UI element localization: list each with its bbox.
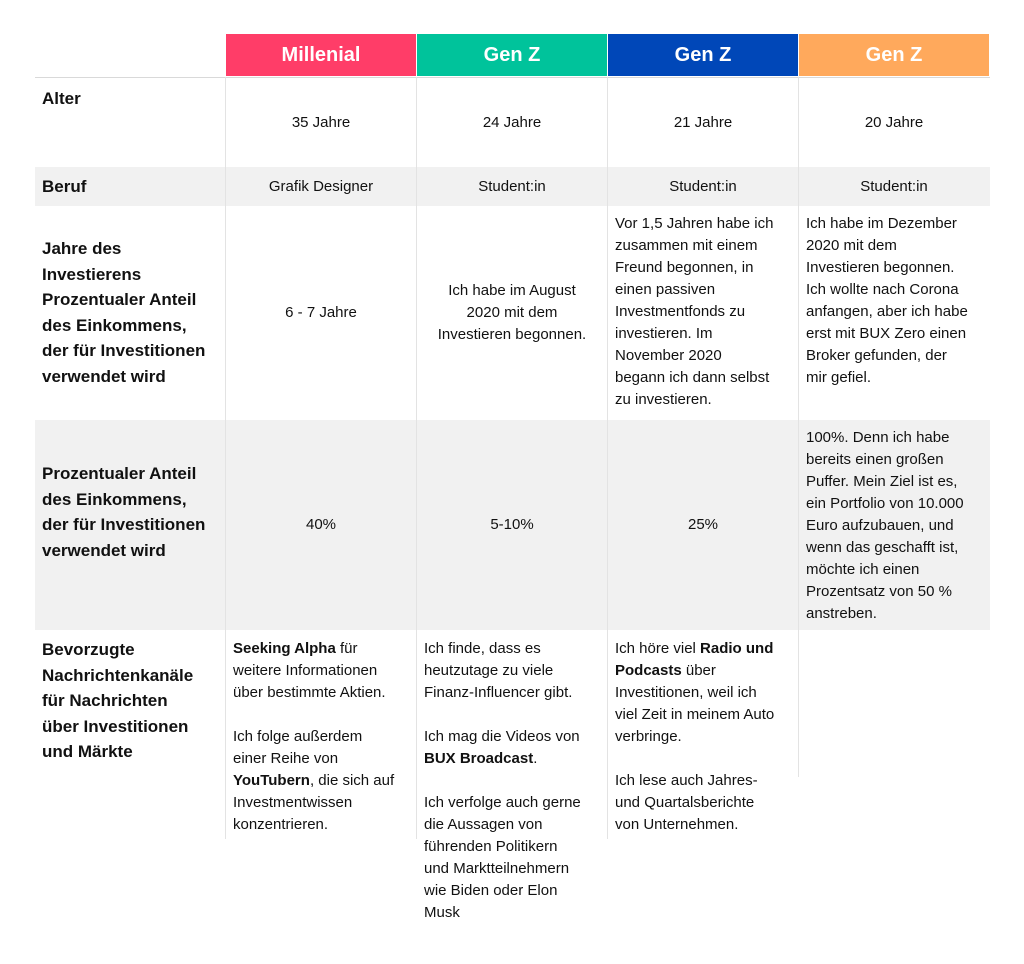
text-line: Ich habe im August xyxy=(448,282,576,299)
text-line: Ich verfolge auch gerne xyxy=(424,794,581,811)
row-label-line: über Investitionen xyxy=(42,716,189,736)
text-line: Musk xyxy=(424,904,460,921)
text-line: die Aussagen von xyxy=(424,816,543,833)
alter-gen-z-1: 24 Jahre xyxy=(482,114,542,131)
text-line: möchte ich einen xyxy=(806,561,920,578)
text-line: Ich lese auch Jahres- xyxy=(615,772,758,789)
text-line: zusammen mit einem xyxy=(615,237,758,254)
text-line: Investitionen, weil ich xyxy=(615,684,757,701)
row-label-line: für Nachrichten xyxy=(42,691,168,710)
source-name: Podcasts xyxy=(615,662,682,679)
news-millenial xyxy=(233,638,416,836)
row-label-line: verwendet wird xyxy=(42,540,166,560)
text-line: viel Zeit in meinem Auto xyxy=(615,706,775,723)
news-gen-z-2 xyxy=(615,638,798,836)
anteil-gen-z-2: 25% xyxy=(687,516,719,533)
text-line xyxy=(615,638,798,660)
row-label-line: Prozentualer Anteil xyxy=(42,464,197,483)
text-line xyxy=(424,748,607,770)
text-line: wenn das geschafft ist, xyxy=(806,539,959,556)
beruf-gen-z-2: Student:in xyxy=(669,178,737,195)
alter-gen-z-3: 20 Jahre xyxy=(864,114,924,131)
anteil-millenial: 40% xyxy=(305,516,337,533)
row-label-beruf: Beruf xyxy=(42,177,87,196)
text-fragment: Ich höre viel xyxy=(615,640,701,657)
row-label-line: Prozentualer Anteil xyxy=(42,290,197,309)
row-label-anteil xyxy=(42,461,222,563)
text-line: zu investieren. xyxy=(615,391,712,408)
row-label-line: Bevorzugte xyxy=(42,640,135,659)
text-line xyxy=(233,638,416,660)
text-line: einen passiven xyxy=(615,281,716,298)
text-line: Ich wollte nach Corona xyxy=(806,281,959,298)
text-line: heutzutage zu viele xyxy=(424,662,554,679)
text-line: Finanz-Influencer gibt. xyxy=(424,684,573,701)
source-name: BUX Broadcast xyxy=(424,750,534,767)
text-line: und Marktteilnehmern xyxy=(424,860,570,877)
alter-millenial: 35 Jahre xyxy=(291,114,351,131)
text-line: über bestimmte Aktien. xyxy=(233,684,386,701)
text-fragment: . xyxy=(533,750,538,767)
beruf-gen-z-3: Student:in xyxy=(860,178,928,195)
text-line: 2020 mit dem xyxy=(806,237,897,254)
column-header-gen-z-2: Gen Z xyxy=(608,34,798,76)
row-label-news xyxy=(42,637,222,765)
row-label-line: Investierens xyxy=(42,264,142,284)
row-label-line: der für Investitionen xyxy=(42,341,206,360)
text-line: weitere Informationen xyxy=(233,662,378,679)
jahre-gen-z-1 xyxy=(417,280,607,346)
text-fragment: für xyxy=(335,640,358,657)
text-line: Ich mag die Videos von xyxy=(424,728,580,745)
text-line: Ich folge außerdem xyxy=(233,728,363,745)
row-label-line: verwendet wird xyxy=(42,366,166,386)
text-line: begann ich dann selbst xyxy=(615,369,770,386)
text-fragment: , die sich auf xyxy=(309,772,395,789)
column-header-gen-z-3: Gen Z xyxy=(799,34,989,76)
text-line: 100%. Denn ich habe xyxy=(806,429,950,446)
beruf-gen-z-1: Student:in xyxy=(478,178,546,195)
text-line xyxy=(615,660,798,682)
text-line: Prozentsatz von 50 % xyxy=(806,583,952,600)
text-line: anfangen, aber ich habe xyxy=(806,303,968,320)
text-line: Puffer. Mein Ziel ist es, xyxy=(806,473,958,490)
text-fragment: über xyxy=(681,662,716,679)
text-line: Freund begonnen, in xyxy=(615,259,754,276)
anteil-gen-z-1: 5-10% xyxy=(490,516,534,533)
text-line: erst mit BUX Zero einen xyxy=(806,325,967,342)
text-line: Ich habe im Dezember xyxy=(806,215,957,232)
text-line: verbringe. xyxy=(615,728,682,745)
row-label-line: Nachrichtenkanäle xyxy=(42,665,194,685)
row-label-line: des Einkommens, xyxy=(42,489,187,509)
jahre-gen-z-2 xyxy=(615,213,798,411)
text-line: ein Portfolio von 10.000 xyxy=(806,495,964,512)
text-line: konzentrieren. xyxy=(233,816,329,833)
text-line: 2020 mit dem xyxy=(466,304,558,321)
source-name: Seeking Alpha xyxy=(233,640,336,657)
beruf-millenial: Grafik Designer xyxy=(268,178,374,195)
text-line: investieren. Im xyxy=(615,325,713,342)
source-name: YouTubern xyxy=(233,772,310,789)
text-line: Investieren begonnen. xyxy=(806,259,955,276)
alter-gen-z-2: 21 Jahre xyxy=(673,114,733,131)
text-line: Investmentfonds zu xyxy=(615,303,746,320)
text-line: Vor 1,5 Jahren habe ich xyxy=(615,215,774,232)
text-line: mir gefiel. xyxy=(806,369,872,386)
jahre-gen-z-3 xyxy=(806,213,990,389)
text-line: von Unternehmen. xyxy=(615,816,739,833)
row-label-jahre xyxy=(42,236,222,389)
header-divider xyxy=(35,77,990,78)
row-label-line: des Einkommens, xyxy=(42,315,187,335)
row-label-alter: Alter xyxy=(42,89,81,108)
text-line: wie Biden oder Elon xyxy=(424,882,558,899)
text-line: führenden Politikern xyxy=(424,838,558,855)
text-line: bereits einen großen xyxy=(806,451,944,468)
text-line xyxy=(233,770,416,792)
text-line: einer Reihe von xyxy=(233,750,339,767)
source-name: Radio und xyxy=(700,640,774,657)
row-label-line: und Märkte xyxy=(42,742,133,761)
text-line: Investieren begonnen. xyxy=(437,326,587,343)
text-line: Ich finde, dass es xyxy=(424,640,541,657)
text-line: Investmentwissen xyxy=(233,794,353,811)
text-line: November 2020 xyxy=(615,347,722,364)
text-line: und Quartalsberichte xyxy=(615,794,755,811)
text-line: Broker gefunden, der xyxy=(806,347,947,364)
jahre-millenial: 6 - 7 Jahre xyxy=(285,304,357,321)
text-line: anstreben. xyxy=(806,605,877,622)
column-header-gen-z-1: Gen Z xyxy=(417,34,607,76)
row-label-line: der für Investitionen xyxy=(42,515,206,534)
text-line: Euro aufzubauen, und xyxy=(806,517,954,534)
column-header-millenial: Millenial xyxy=(226,34,416,76)
anteil-gen-z-3 xyxy=(806,427,990,625)
news-gen-z-1 xyxy=(424,638,607,924)
row-label-line: Jahre des xyxy=(42,239,122,258)
